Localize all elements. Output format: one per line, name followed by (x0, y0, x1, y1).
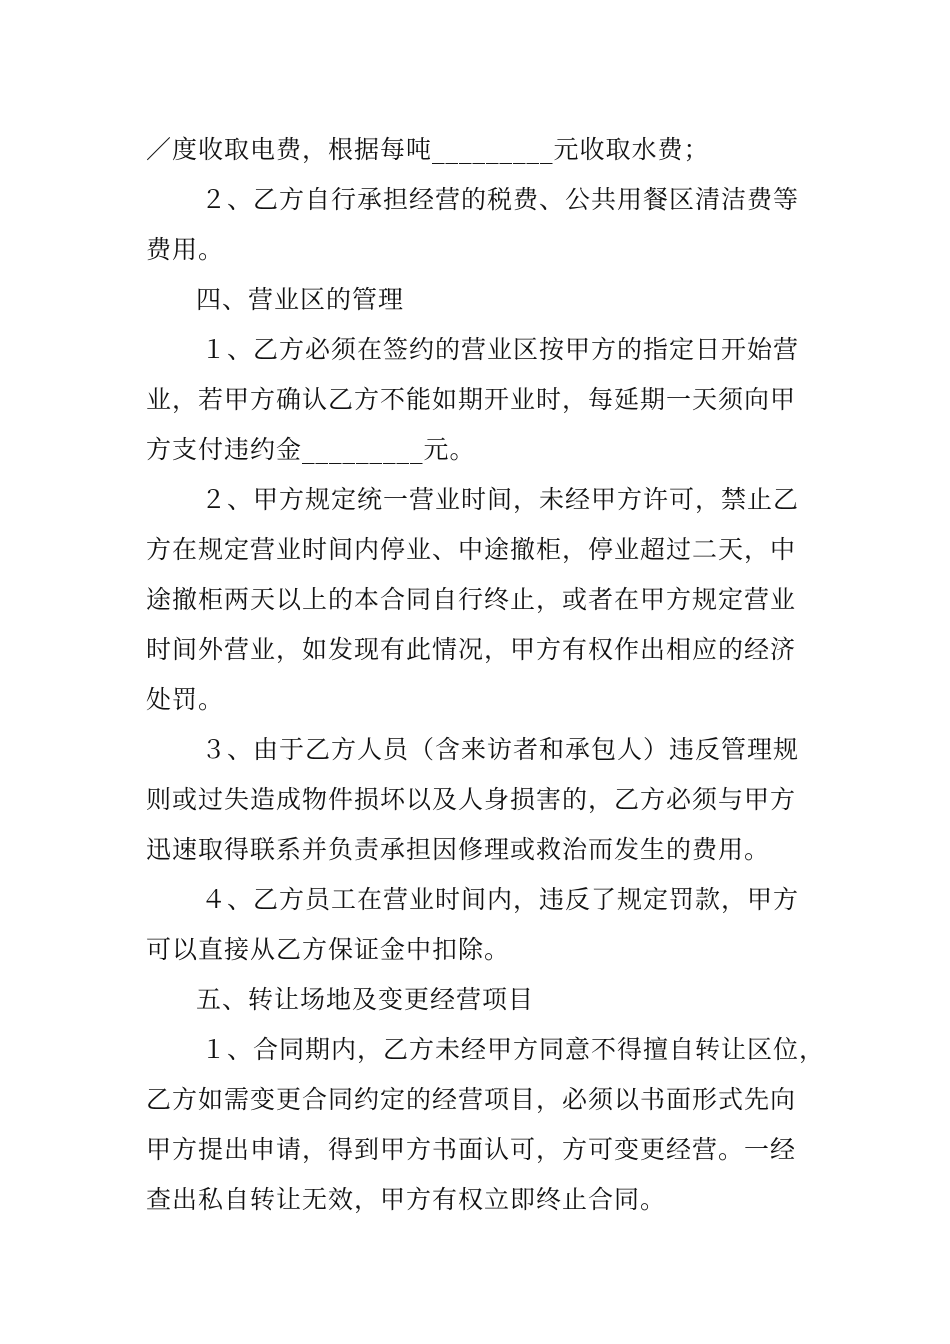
text-line-19: １、合同期内，乙方未经甲方同意不得擅自转让区位， (201, 1035, 826, 1064)
text-line-22: 查出私自转让无效，甲方有权立即终止合同。 (146, 1185, 667, 1214)
text-line-6: 业，若甲方确认乙方不能如期开业时，每延期一天须向甲 (146, 385, 797, 414)
text-line-20: 乙方如需变更合同约定的经营项目，必须以书面形式先向 (146, 1085, 797, 1114)
text-line-1: ／度收取电费，根据每吨_________元收取水费； (146, 135, 710, 164)
text-line-16: ４、乙方员工在营业时间内，违反了规定罚款，甲方 (201, 885, 800, 914)
text-line-21: 甲方提出申请，得到甲方书面认可，方可变更经营。一经 (146, 1135, 797, 1164)
text-line-10: 途撤柜两天以上的本合同自行终止，或者在甲方规定营业 (146, 585, 797, 614)
text-line-9: 方在规定营业时间内停业、中途撤柜，停业超过二天，中 (146, 535, 797, 564)
text-line-2: ２、乙方自行承担经营的税费、公共用餐区清洁费等 (201, 185, 800, 214)
text-line-5: １、乙方必须在签约的营业区按甲方的指定日开始营 (201, 335, 800, 364)
text-line-14: 则或过失造成物件损坏以及人身损害的，乙方必须与甲方 (146, 785, 797, 814)
text-line-3: 费用。 (146, 235, 225, 264)
text-line-17: 可以直接从乙方保证金中扣除。 (146, 935, 511, 964)
text-line-7: 方支付违约金_________元。 (146, 435, 476, 464)
text-line-15: 迅速取得联系并负责承担因修理或救治而发生的费用。 (146, 835, 771, 864)
text-line-12: 处罚。 (146, 685, 225, 714)
text-line-13: ３、由于乙方人员（含来访者和承包人）违反管理规 (201, 735, 800, 764)
text-line-11: 时间外营业，如发现有此情况，甲方有权作出相应的经济 (146, 635, 797, 664)
text-line-8: ２、甲方规定统一营业时间，未经甲方许可，禁止乙 (201, 485, 800, 514)
section-heading-5: 五、转让场地及变更经营项目 (196, 985, 535, 1014)
section-heading-4: 四、营业区的管理 (196, 285, 405, 314)
